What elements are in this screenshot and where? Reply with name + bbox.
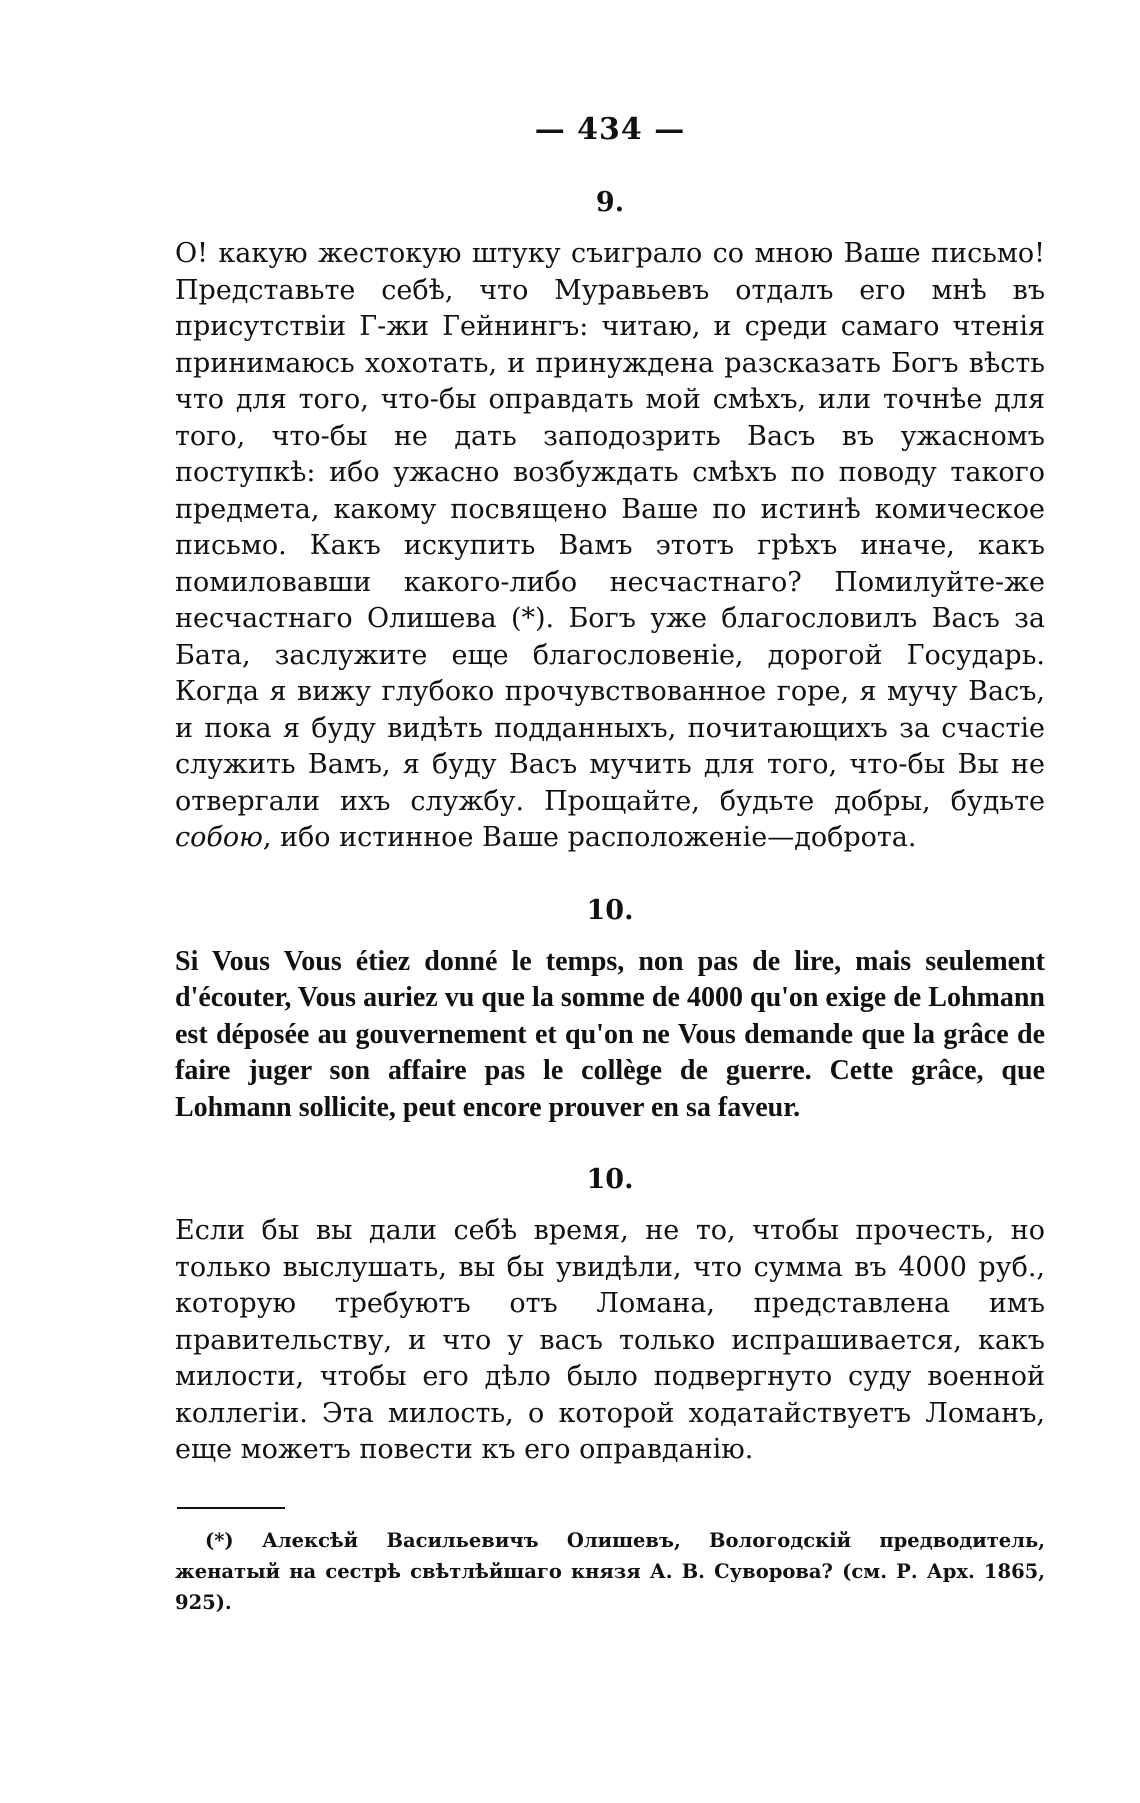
book-page — [175, 100, 1045, 1618]
footnote-divider — [177, 1507, 285, 1509]
letter-paragraph-10-russian: Если бы вы дали себѣ время, не то, чтобы прочесть, но только выслушать, вы бы увидѣли, что сумма въ 4000 руб., которую требуютъ отъ Ломана, представлена имъ правительству, и что у васъ только испрашивается, какъ милости, чтобы его дѣло было подвергнуто суду военной коллегіи. Эта милость, о которой ходатайствуетъ Ломанъ, еще можетъ повести къ его оправданію. — [175, 1215, 1045, 1465]
letter-9-text: О! какую жестокую штуку съиграло со мною Ваше письмо! Представьте себѣ, что Муравьевъ отдалъ его мнѣ въ присутствіи Г-жи Гейнингъ: читаю, и среди самаго чтенія принимаюсь хохотать, и принуждена разсказать Богъ вѣсть что для того, что-бы оправдать мой смѣхъ, или точнѣе для того, что-бы не дать заподозрить Васъ въ ужасномъ поступкѣ: ибо ужасно возбуждать смѣхъ по поводу такого предмета, какому посвящено Ваше по истинѣ комическое письмо. Какъ искупить Вамъ этотъ грѣхъ иначе, какъ помиловавши какого-либо несчастнаго? Помилуйте-же несчастнаго Олишева (*). Богъ уже благословилъ Васъ за Бата, заслужите еще благословеніе, дорогой Государь. Когда я вижу глубоко прочувствованное горе, я мучу Васъ, и пока я буду видѣть подданныхъ, почитающихъ за счастіе служить Вамъ, я буду Васъ мучить для того, что-бы Вы не отвергали ихъ службу. Прощайте, будьте добры, будьте — [175, 238, 1045, 817]
letter-paragraph-10-french: Si Vous Vous étiez donné le temps, non pas de lire, mais seulement d'écouter, Vous auriez vu que la somme de 4000 qu'on exige de Lohmann est déposée au gouvernement et qu'on ne Vous demande que la grâce de faire juger son affaire pas le collège de guerre. Cette grâce, que Lohmann sollicite, peut encore prouver en sa faveur. — [175, 945, 1045, 1123]
section-heading-9: 9. — [595, 187, 625, 218]
footnote: (*) Алексѣй Васильевичъ Олишевъ, Вологодскій предводитель, женатый на сестрѣ свѣтлѣйшаго князя А. В. Суворова? (см. Р. Арх. 1865, 925). — [175, 1528, 1045, 1614]
letter-9-italic-word: собою — [175, 822, 263, 853]
letter-9-text-end: , ибо истинное Ваше расположеніе—доброта. — [262, 822, 917, 853]
letter-paragraph-9 — [175, 236, 1045, 857]
section-heading-10-russian: 10. — [586, 1164, 634, 1195]
section-heading-10-french: 10. — [586, 894, 634, 926]
page-number: — 434 — — [534, 112, 686, 147]
